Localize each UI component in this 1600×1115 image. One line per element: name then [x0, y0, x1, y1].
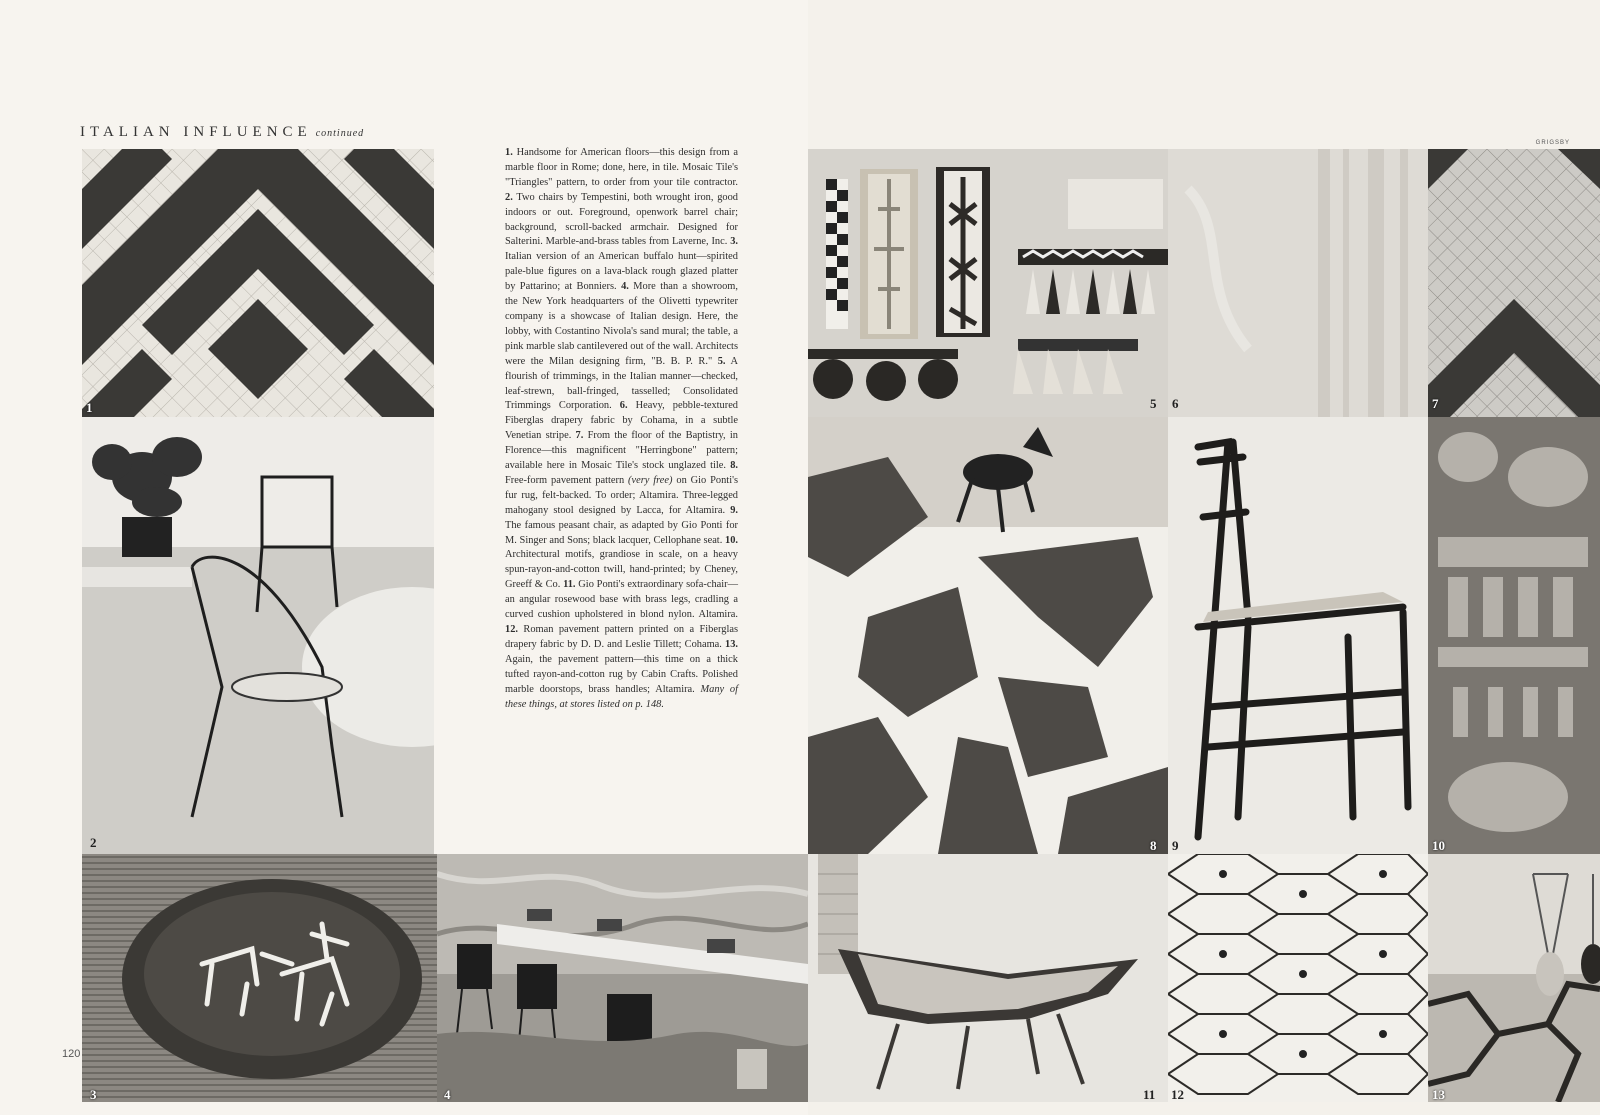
figure-number-5: 5 [1150, 396, 1157, 411]
photo-9-peasant-chair [1168, 417, 1428, 854]
caption-item-8: 8. Free-form pavement pattern (very free) on Gio Ponti's fur rug, felt-backed. To order; Altamira. Three-legged mahogany stool designed by Lacca, for Altamira. [505, 460, 738, 516]
figure-number-12: 12 [1171, 1087, 1184, 1102]
figure-number-2: 2 [90, 835, 97, 850]
title-text: ITALIAN INFLUENCE [80, 124, 312, 140]
photo-2-iron-chairs [82, 417, 434, 854]
page-number: 120 [62, 1048, 81, 1060]
figure-number-4: 4 [444, 1087, 451, 1102]
figure-number-10: 10 [1432, 838, 1445, 853]
photo-8-fur-rug [808, 417, 1168, 854]
figure-number-7: 7 [1432, 396, 1439, 411]
caption-item-1: 1. Handsome for American floors—this design from a marble floor in Rome; done, here, in tile. Mosaic Tile's "Triangles" pattern, to order from your tile contractor. [505, 147, 738, 188]
photo-12-hexagon-fabric [1168, 854, 1428, 1102]
photo-10-architectural-fabric [1428, 417, 1600, 854]
caption-item-12: 12. Roman pavement pattern printed on a Fiberglas drapery fabric by D. D. and Leslie Tillett; Cohama. [505, 624, 738, 650]
caption-item-7: 7. From the floor of the Baptistry, in Florence—this magnificent "Herringbone" pattern; available here in Mosaic Tile's stock unglazed tile. [505, 430, 738, 472]
caption-item-6: 6. Heavy, pebble-textured Fiberglas drapery fabric by Cohama, in a subtle Venetian stripe. [505, 400, 738, 442]
page-title [80, 124, 364, 141]
caption-item-2: 2. Two chairs by Tempestini, both wrought iron, good indoors or out. Foreground, openwork barrel chair; background, scroll-backed armchair. Designed for Salterini. Marble-and-brass tables from Laverne, Inc. [505, 191, 738, 248]
photo-4-olivetti-lobby [437, 854, 808, 1102]
photo-5-trimmings [808, 149, 1168, 417]
caption-item-9: 9. The famous peasant chair, as adapted by Gio Ponti for M. Singer and Sons; black lacquer, Cellophane seat. [505, 504, 738, 546]
caption-item-10: 10. Architectural motifs, grandiose in scale, on a heavy spun-rayon-and-cotton twill, hand-printed; by Cheney, Greeff & Co. [505, 534, 738, 591]
caption-footer: Many of these things, at stores listed on p. 148. [505, 683, 738, 710]
figure-number-13: 13 [1432, 1087, 1445, 1102]
photo-6-stripe-fabric [1168, 149, 1428, 417]
caption-item-3: 3. Italian version of an American buffalo hunt—spirited pale-blue figures on a lava-black rough glazed platter by Pattarino; at Bonniers. [505, 236, 738, 293]
photo-1-triangles-tile [82, 149, 434, 417]
figure-number-9: 9 [1172, 838, 1179, 853]
photo-13-tufted-rug [1428, 854, 1600, 1102]
figure-number-3: 3 [90, 1087, 97, 1102]
figure-number-1: 1 [86, 400, 93, 415]
photo-credit: GRIGSBY [1535, 140, 1570, 146]
photo-3-platter [82, 854, 437, 1102]
caption-item-13: 13. Again, the pavement pattern—this time on a thick tufted rayon-and-cotton rug by Cabin Crafts. Polished marble doorstops, brass handles; Altamira. [505, 638, 738, 695]
figure-number-6: 6 [1172, 396, 1179, 411]
photo-11-sofa-chair [808, 854, 1168, 1102]
title-continued: continued [315, 128, 365, 139]
photo-7-herringbone-tile [1428, 149, 1600, 417]
caption-item-11: 11. Gio Ponti's extraordinary sofa-chair—an angular rosewood base with brass legs, cradling a curved cushion upholstered in blond nylon. Altamira. [505, 579, 738, 621]
caption-item-5: 5. A flourish of trimmings, in the Italian manner—checked, leaf-strewn, ball-fringed, tasselled; Consolidated Trimmings Corporation. [505, 355, 738, 412]
figure-number-8: 8 [1150, 838, 1157, 853]
caption-text [505, 146, 738, 712]
figure-number-11: 11 [1143, 1087, 1156, 1102]
caption-item-4: 4. More than a showroom, the New York headquarters of the Olivetti typewriter company is a showcase of Italian design. Here, the lobby, with Costantino Nivola's sand mural; the table, a pink marble slab cantilevered out of the wall. Architects were the Milan designing firm, "B. B. P. R." [505, 281, 738, 367]
